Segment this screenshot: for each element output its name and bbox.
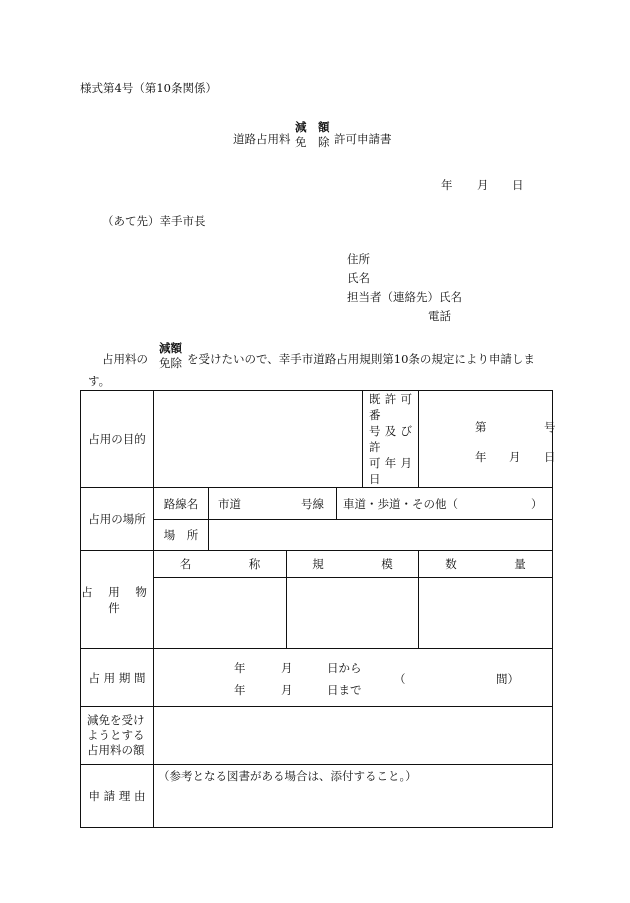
permit-label-3: 可 年 月 日 <box>369 456 412 486</box>
title-options <box>295 120 330 150</box>
duration-open: （ <box>394 672 406 686</box>
route-value[interactable] <box>209 488 337 520</box>
objects-label: 占 用 物 件 <box>81 551 154 649</box>
route-label: 路線名 <box>154 488 209 520</box>
permit-label-1: 既 許 可 番 <box>369 392 412 422</box>
title-option-reduce: 減 額 <box>295 120 330 134</box>
from-year: 年 <box>234 661 246 675</box>
permit-label-cell <box>363 391 419 488</box>
applicant-address: 住所 <box>347 252 370 266</box>
body-prefix: 占用料の <box>102 352 148 366</box>
reason-note: （参考となる図書がある場合は、添付すること。） <box>158 769 417 783</box>
application-table <box>80 390 556 828</box>
title-prefix: 道路占用料 <box>233 132 291 146</box>
col-name-header: 名 称 <box>154 551 287 578</box>
route-no-label: 号線 <box>301 497 324 511</box>
form-number: 様式第4号（第10条関係） <box>80 81 217 95</box>
date-day: 日 <box>512 178 524 192</box>
permit-no-prefix: 第 <box>475 419 487 434</box>
object-name-value[interactable] <box>154 578 287 649</box>
road-type-close: ） <box>531 497 543 511</box>
applicant-phone: 電話 <box>428 309 451 323</box>
location-label: 場 所 <box>154 520 209 551</box>
permit-label-2: 号 及 び 許 <box>369 424 412 454</box>
title-option-exempt: 免 除 <box>295 135 330 149</box>
amount-label-3: 占用料の額 <box>87 743 145 757</box>
purpose-label: 占用の目的 <box>81 391 154 488</box>
col-scale-header: 規 模 <box>287 551 419 578</box>
location-value[interactable] <box>209 520 553 551</box>
amount-value[interactable] <box>154 707 553 765</box>
body-tail: す。 <box>88 374 111 388</box>
to-year: 年 <box>234 683 246 697</box>
date-month: 月 <box>477 178 489 192</box>
duration-close: 間） <box>496 672 519 686</box>
period-value[interactable] <box>154 649 553 707</box>
road-type-value[interactable] <box>337 488 553 520</box>
permit-value[interactable] <box>419 391 556 488</box>
to-day: 日まで <box>327 683 362 697</box>
place-label: 占用の場所 <box>81 488 154 551</box>
body-text: を受けたいので、幸手市道路占用規則第10条の規定により申請しま <box>187 352 535 366</box>
road-type-label: 車道・歩道・その他（ <box>343 497 458 511</box>
amount-label-cell <box>81 707 154 765</box>
addressee: （あて先）幸手市長 <box>102 214 206 228</box>
from-month: 月 <box>281 661 293 675</box>
applicant-contact: 担当者（連絡先）氏名 <box>347 290 462 304</box>
applicant-name: 氏名 <box>347 271 370 285</box>
amount-label-1: 減免を受け <box>87 713 145 727</box>
amount-label-2: ようとする <box>87 728 145 742</box>
reason-value[interactable] <box>154 765 553 828</box>
permit-no-suffix: 号 <box>544 419 556 434</box>
body-option-exempt: 免除 <box>159 356 182 370</box>
date-year: 年 <box>441 178 453 192</box>
permit-year: 年 <box>475 449 487 464</box>
object-qty-value[interactable] <box>419 578 553 649</box>
body-option-reduce: 減額 <box>159 341 182 355</box>
from-day: 日から <box>327 661 362 675</box>
title-suffix: 許可申請書 <box>334 132 392 146</box>
object-scale-value[interactable] <box>287 578 419 649</box>
purpose-value[interactable] <box>154 391 363 488</box>
reason-label: 申 請 理 由 <box>81 765 154 828</box>
permit-day: 日 <box>544 449 556 464</box>
permit-month: 月 <box>509 449 521 464</box>
period-label: 占 用 期 間 <box>81 649 154 707</box>
city-road-label: 市道 <box>218 497 241 511</box>
body-options <box>159 341 182 371</box>
col-qty-header: 数 量 <box>419 551 553 578</box>
to-month: 月 <box>281 683 293 697</box>
